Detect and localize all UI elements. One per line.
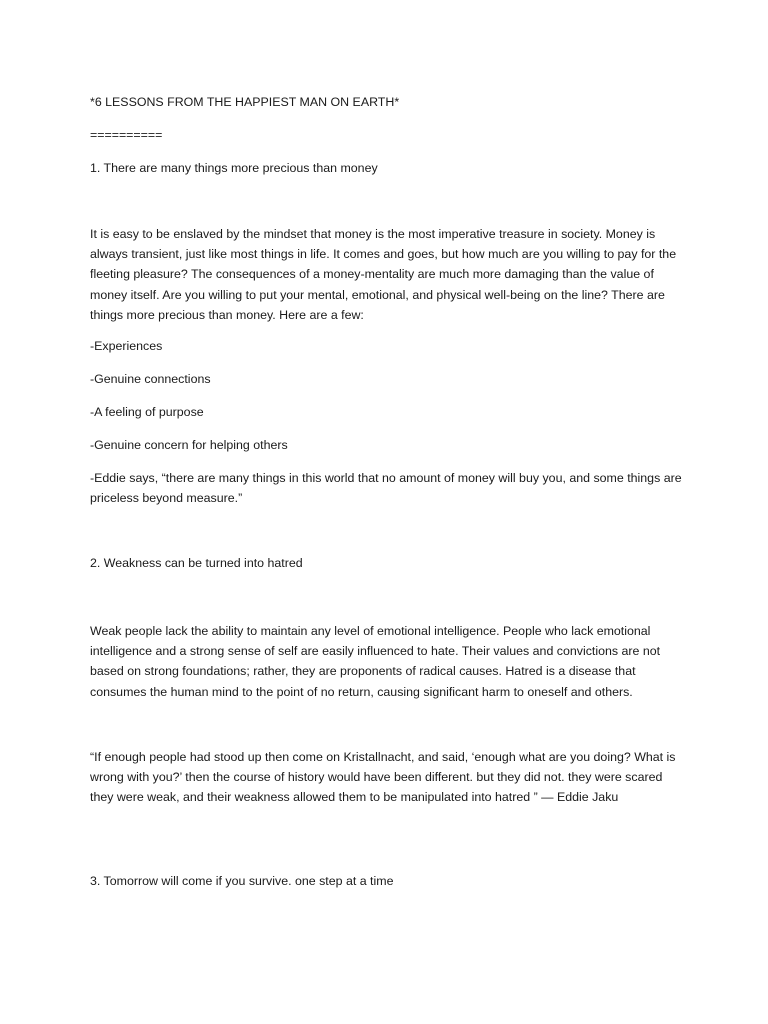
lesson-1-heading: 1. There are many things more precious than money [90,161,378,175]
lesson-1-item-experiences: -Experiences [90,339,163,353]
lesson-1-item-helping: -Genuine concern for helping others [90,438,288,452]
lesson-2-body: Weak people lack the ability to maintain any level of emotional intelligence. People who lack emotional intelligence and a strong sense of self are easily influenced to hate. Their values and convictions are not based on strong foundations; rather, they are proponents of radical causes. Hatred is a disease that consumes the human mind to the point of no return, causing significant harm to oneself and others. [90,624,661,699]
separator-line: ========== [90,128,163,142]
lesson-3-heading: 3. Tomorrow will come if you survive. one step at a time [90,874,394,888]
lesson-1-quote: -Eddie says, “there are many things in this world that no amount of money will buy you, and some things are priceless beyond measure.” [90,471,682,506]
lesson-2-heading: 2. Weakness can be turned into hatred [90,556,303,570]
lesson-1-body: It is easy to be enslaved by the mindset that money is the most imperative treasure in society. Money is always transient, just like most things in life. It comes and goes, but how much are you willing to pay for the fleeting pleasure? The consequences of a money-mentality are much more damaging than the value of money itself. Are you willing to put your mental, emotional, and physical well-being on the line? There are things more precious than money. Here are a few: [90,227,677,322]
lesson-1-item-purpose: -A feeling of purpose [90,405,204,419]
document-title: *6 LESSONS FROM THE HAPPIEST MAN ON EARTH* [90,95,400,109]
lesson-1-item-connections: -Genuine connections [90,372,211,386]
lesson-2-quote: “If enough people had stood up then come on Kristallnacht, and said, ‘enough what are you doing? What is wrong with you?’ then the course of history would have been different. but they did not. they were scared they were weak, and their weakness allowed them to be manipulated into hatred ” — Eddie Jaku [90,750,676,805]
